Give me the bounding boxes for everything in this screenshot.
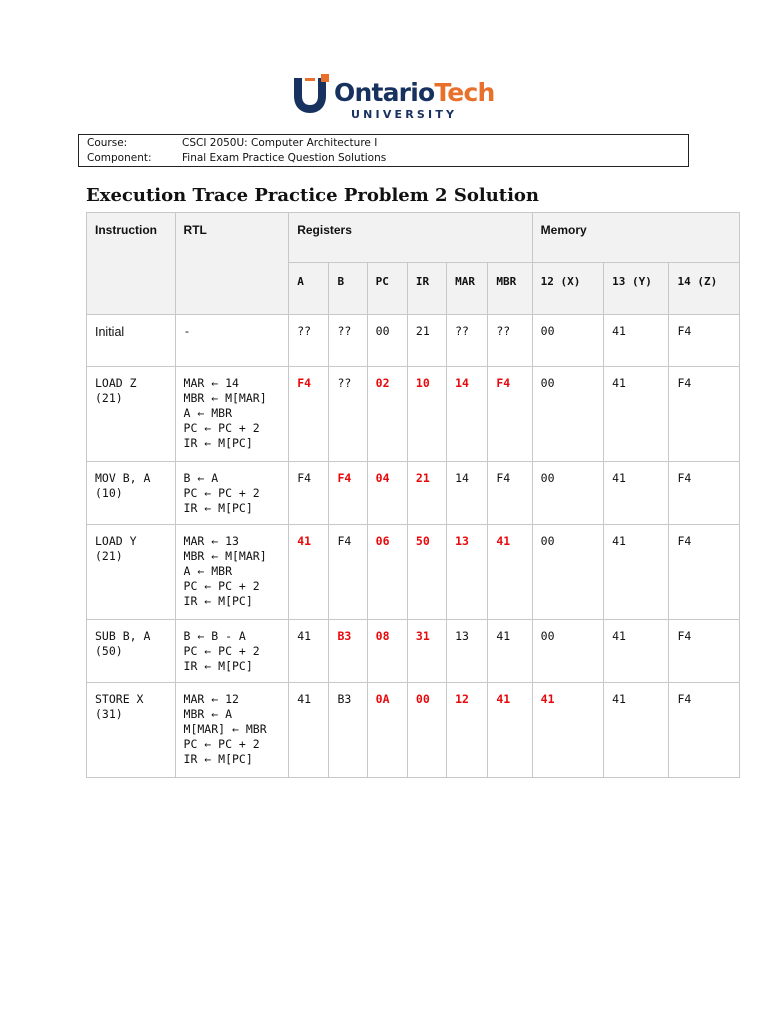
rtl-line: MAR ← 14 (183, 376, 239, 390)
instruction-line: MOV B, A (95, 471, 151, 485)
table-row (87, 620, 740, 683)
rtl-line: B ← B - A (183, 629, 246, 643)
cell-mem14: F4 (669, 683, 740, 778)
cell-pc: 08 (367, 620, 407, 683)
cell-mbr: F4 (488, 462, 532, 525)
cell-ir: 31 (407, 620, 446, 683)
cell-mbr: ?? (488, 315, 532, 367)
table-row (87, 525, 740, 620)
instruction-line: Initial (95, 325, 125, 339)
university-logo (291, 74, 495, 124)
cell-mem13: 41 (604, 367, 669, 462)
rtl-line: M[MAR] ← MBR (183, 722, 267, 736)
logo-word-tech: Tech (434, 78, 495, 107)
instruction-line: STORE X (95, 692, 144, 706)
cell-mar: 13 (447, 525, 488, 620)
rtl-line: MBR ← M[MAR] (183, 391, 267, 405)
instruction-cell (87, 683, 176, 778)
execution-trace-table (86, 212, 740, 778)
cell-mem13: 41 (604, 462, 669, 525)
course-label: Course: (87, 137, 128, 149)
rtl-cell (175, 525, 289, 620)
col-pc-header: PC (367, 263, 407, 315)
cell-mem14: F4 (669, 462, 740, 525)
rtl-cell (175, 315, 289, 367)
instruction-line: (21) (95, 391, 123, 405)
rtl-line: MAR ← 12 (183, 692, 239, 706)
table-row (87, 315, 740, 367)
col-ir-header: IR (407, 263, 446, 315)
cell-mem12: 00 (532, 620, 603, 683)
instruction-cell (87, 462, 176, 525)
rtl-header: RTL (175, 213, 289, 315)
rtl-cell (175, 462, 289, 525)
col-mbr-header: MBR (488, 263, 532, 315)
cell-b: B3 (329, 620, 367, 683)
cell-mem13: 41 (604, 620, 669, 683)
cell-mbr: 41 (488, 683, 532, 778)
cell-mar: 12 (447, 683, 488, 778)
cell-mem12: 00 (532, 525, 603, 620)
page-title: Execution Trace Practice Problem 2 Solution (86, 185, 540, 206)
cell-b: B3 (329, 683, 367, 778)
rtl-line: MBR ← A (183, 707, 232, 721)
component-label: Component: (87, 152, 152, 164)
cell-mbr: F4 (488, 367, 532, 462)
shield-icon (291, 74, 331, 116)
cell-mar: 14 (447, 462, 488, 525)
cell-a: F4 (289, 462, 329, 525)
table-row (87, 462, 740, 525)
instruction-cell (87, 315, 176, 367)
logo-subtitle: UNIVERSITY (351, 108, 458, 121)
registers-header: Registers (289, 213, 532, 263)
cell-ir: 00 (407, 683, 446, 778)
cell-mbr: 41 (488, 620, 532, 683)
col-mem13-header: 13 (Y) (604, 263, 669, 315)
cell-b: ?? (329, 367, 367, 462)
course-info-box (78, 134, 689, 167)
rtl-line: IR ← M[PC] (183, 436, 253, 450)
course-value: CSCI 2050U: Computer Architecture I (182, 137, 378, 149)
cell-mar: ?? (447, 315, 488, 367)
cell-mem12: 00 (532, 462, 603, 525)
col-mem14-header: 14 (Z) (669, 263, 740, 315)
rtl-cell (175, 620, 289, 683)
rtl-line: - (183, 324, 191, 338)
cell-ir: 21 (407, 462, 446, 525)
cell-b: F4 (329, 525, 367, 620)
cell-b: F4 (329, 462, 367, 525)
rtl-line: MAR ← 13 (183, 534, 239, 548)
rtl-line: PC ← PC + 2 (183, 486, 260, 500)
memory-header: Memory (532, 213, 739, 263)
logo-wordmark (334, 78, 494, 108)
cell-pc: 04 (367, 462, 407, 525)
instruction-header: Instruction (87, 213, 176, 315)
table-row (87, 367, 740, 462)
cell-pc: 0A (367, 683, 407, 778)
cell-a: F4 (289, 367, 329, 462)
col-mem12-header: 12 (X) (532, 263, 603, 315)
cell-mem13: 41 (604, 683, 669, 778)
instruction-cell (87, 620, 176, 683)
instruction-line: (31) (95, 707, 123, 721)
cell-mem12: 41 (532, 683, 603, 778)
rtl-line: B ← A (183, 471, 219, 485)
instruction-cell (87, 367, 176, 462)
instruction-line: (50) (95, 644, 123, 658)
cell-mem14: F4 (669, 367, 740, 462)
rtl-line: PC ← PC + 2 (183, 737, 260, 751)
rtl-line: IR ← M[PC] (183, 752, 253, 766)
cell-ir: 50 (407, 525, 446, 620)
instruction-line: LOAD Z (95, 376, 137, 390)
instruction-line: LOAD Y (95, 534, 137, 548)
cell-pc: 06 (367, 525, 407, 620)
rtl-line: A ← MBR (183, 406, 232, 420)
col-mar-header: MAR (447, 263, 488, 315)
rtl-line: PC ← PC + 2 (183, 421, 260, 435)
cell-b: ?? (329, 315, 367, 367)
cell-a: 41 (289, 683, 329, 778)
cell-mar: 14 (447, 367, 488, 462)
rtl-line: IR ← M[PC] (183, 659, 253, 673)
cell-ir: 21 (407, 315, 446, 367)
rtl-cell (175, 683, 289, 778)
instruction-line: SUB B, A (95, 629, 151, 643)
cell-mbr: 41 (488, 525, 532, 620)
col-a-header: A (289, 263, 329, 315)
table-row (87, 683, 740, 778)
cell-pc: 02 (367, 367, 407, 462)
rtl-line: A ← MBR (183, 564, 232, 578)
cell-mem12: 00 (532, 315, 603, 367)
cell-ir: 10 (407, 367, 446, 462)
rtl-line: PC ← PC + 2 (183, 579, 260, 593)
logo-word-ontario: Ontario (334, 78, 435, 107)
col-b-header: B (329, 263, 367, 315)
cell-mem14: F4 (669, 620, 740, 683)
cell-mem13: 41 (604, 525, 669, 620)
header-row (87, 213, 740, 263)
cell-mem12: 00 (532, 367, 603, 462)
instruction-cell (87, 525, 176, 620)
rtl-line: IR ← M[PC] (183, 501, 253, 515)
instruction-line: (10) (95, 486, 123, 500)
rtl-line: PC ← PC + 2 (183, 644, 260, 658)
cell-mem14: F4 (669, 525, 740, 620)
cell-mem14: F4 (669, 315, 740, 367)
cell-a: 41 (289, 620, 329, 683)
cell-a: ?? (289, 315, 329, 367)
instruction-line: (21) (95, 549, 123, 563)
cell-mar: 13 (447, 620, 488, 683)
cell-mem13: 41 (604, 315, 669, 367)
component-value: Final Exam Practice Question Solutions (182, 152, 387, 164)
cell-pc: 00 (367, 315, 407, 367)
cell-a: 41 (289, 525, 329, 620)
rtl-line: MBR ← M[MAR] (183, 549, 267, 563)
rtl-cell (175, 367, 289, 462)
rtl-line: IR ← M[PC] (183, 594, 253, 608)
